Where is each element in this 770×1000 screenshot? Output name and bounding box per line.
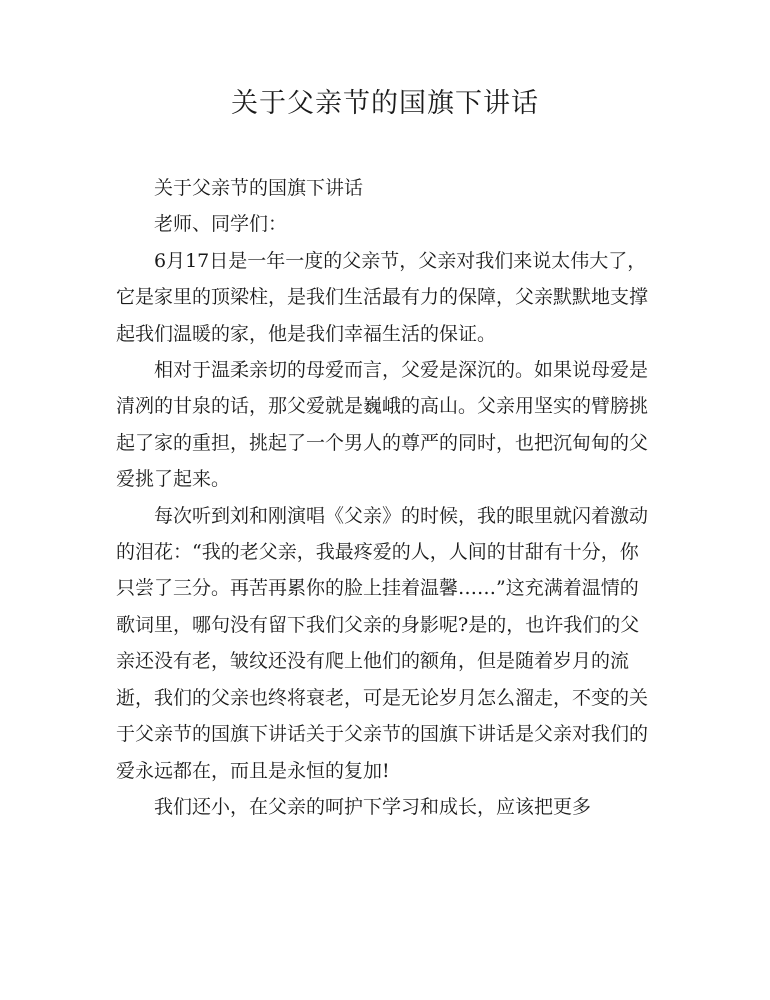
paragraph-closing: 我们还小，在父亲的呵护下学习和成长，应该把更多 [154,795,592,818]
document-body [116,170,648,825]
paragraph-fatherly-love: 相对于温柔亲切的母爱而言，父爱是深沉的。如果说母爱是清冽的甘泉的话，那父爱就是巍峨的高山。父亲用坚实的臂膀挑起了家的重担，挑起了一个男人的尊严的同时，也把沉甸甸的父爱挑了起来。 [116,359,649,491]
document-title: 关于父亲节的国旗下讲话 [231,88,539,119]
paragraph-salutation: 老师、同学们： [154,213,288,236]
paragraph-song-lyrics: 每次听到刘和刚演唱《父亲》的时候，我的眼里就闪着激动的泪花：“我的老父亲，我最疼爱的人，人间的甘甜有十分，你只尝了三分。再苦再累你的脸上挂着温馨……”这充满着温情的歌词里，哪句没有留下我们父亲的身影呢?是的，也许我们的父亲还没有老，皱纹还没有爬上他们的额角，但是随着岁月的流逝，我们的父亲也终将衰老，可是无论岁月怎么溜走，不变的关于父亲节的国旗下讲话关于父亲节的国旗下讲话是父亲对我们的爱永远都在，而且是永恒的复加! [116,504,649,782]
paragraph-subtitle: 关于父亲节的国旗下讲话 [154,177,364,199]
paragraph-fathers-day-date: 6月17日是一年一度的父亲节，父亲对我们来说太伟大了，它是家里的顶梁柱，是我们生活最有力的保障，父亲默默地支撑起我们温暖的家，他是我们幸福生活的保证。 [116,249,649,345]
